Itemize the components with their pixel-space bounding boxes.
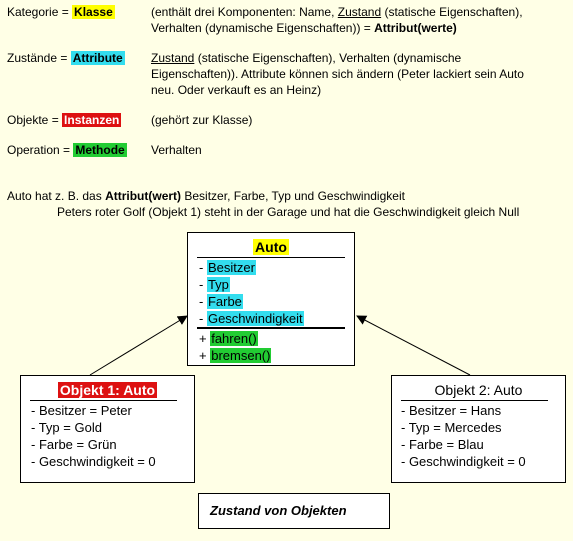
class-attribute — [199, 310, 304, 327]
class-box-auto — [187, 232, 355, 366]
class-title — [188, 238, 354, 256]
intro-line-2: Peters roter Golf (Objekt 1) steht in der Garage und hat die Geschwindigkeit gleich Null — [57, 205, 520, 219]
class-attributes — [199, 259, 304, 327]
object-separator — [401, 400, 548, 401]
method-fahren: fahren() — [211, 331, 257, 346]
text-part: (statische Eigenschaften), Verhalten (dynamische — [194, 51, 462, 65]
caption-text: Zustand von Objekten — [210, 503, 347, 518]
term-key-methode: Methode — [75, 143, 125, 157]
arrow-objekt1-to-class — [90, 316, 187, 375]
object-attribute: - Typ = Mercedes — [401, 420, 502, 435]
term-key-klasse: Klasse — [74, 5, 113, 19]
text-part: Verhalten — [151, 143, 202, 157]
object-attribute: - Besitzer = Peter — [31, 403, 132, 418]
object-name-objekt1: Objekt 1: Auto — [59, 382, 156, 398]
arrow-objekt2-to-class — [357, 316, 470, 375]
text-bold: Attribut(wert) — [105, 189, 182, 203]
object-attributes — [401, 402, 526, 470]
object-attribute: - Farbe = Blau — [401, 437, 484, 452]
text-part: (statische Eigenschaften), — [381, 5, 523, 19]
object-box-objekt1 — [20, 375, 195, 483]
text-part: neu. Oder verkauft es an Heinz) — [151, 83, 322, 97]
attr-besitzer: Besitzer — [207, 260, 255, 275]
class-attribute — [199, 293, 304, 310]
method-prefix: + — [199, 331, 211, 346]
text-underlined: Zustand — [337, 5, 382, 19]
text-part: Verhalten (dynamische Eigenschaften)) = — [151, 21, 375, 35]
text-part: (gehört zur Klasse) — [151, 113, 253, 127]
text-bold: Attribut(werte) — [374, 21, 457, 35]
class-name: Auto — [255, 239, 287, 255]
attr-prefix: - — [199, 260, 207, 275]
object-attribute: - Geschwindigkeit = 0 — [31, 454, 156, 469]
object-attribute: - Besitzer = Hans — [401, 403, 502, 418]
term-key-instanzen: Instanzen — [64, 113, 120, 127]
text-part: Eigenschaften)). Attribute können sich ändern (Peter lackiert sein Auto — [151, 67, 524, 81]
method-prefix: + — [199, 348, 211, 363]
method-bremsen: bremsen() — [211, 348, 271, 363]
text-underlined: Zustand — [151, 51, 195, 65]
term-label: Objekte = — [7, 113, 63, 127]
term-key-attribute: Attribute — [72, 51, 123, 65]
object-name-objekt2: Objekt 2: Auto — [434, 382, 523, 398]
attr-geschwindigkeit: Geschwindigkeit — [207, 311, 303, 326]
text-part: Besitzer, Farbe, Typ und Geschwindigkeit — [181, 189, 405, 203]
class-method — [199, 330, 271, 347]
class-attribute — [199, 276, 304, 293]
term-label: Kategorie = — [7, 5, 73, 19]
attr-prefix: - — [199, 277, 207, 292]
object-attribute: - Geschwindigkeit = 0 — [401, 454, 526, 469]
term-label: Operation = — [7, 143, 74, 157]
text-part: Auto hat z. B. das — [7, 189, 106, 203]
class-separator-bottom — [197, 327, 345, 329]
class-separator-top — [197, 257, 345, 258]
object-attribute: - Farbe = Grün — [31, 437, 117, 452]
attr-prefix: - — [199, 311, 207, 326]
class-method — [199, 347, 271, 364]
object-title — [392, 381, 565, 399]
object-title — [21, 381, 194, 399]
object-attribute: - Typ = Gold — [31, 420, 102, 435]
text-part: (enthält drei Komponenten: Name, — [151, 5, 338, 19]
attr-farbe: Farbe — [207, 294, 242, 309]
object-box-objekt2 — [391, 375, 566, 483]
class-methods — [199, 330, 271, 364]
object-attributes — [31, 402, 156, 470]
caption-box — [198, 493, 390, 529]
attr-typ: Typ — [207, 277, 229, 292]
term-label: Zustände = — [7, 51, 71, 65]
attr-prefix: - — [199, 294, 207, 309]
class-attribute — [199, 259, 304, 276]
object-separator — [30, 400, 177, 401]
